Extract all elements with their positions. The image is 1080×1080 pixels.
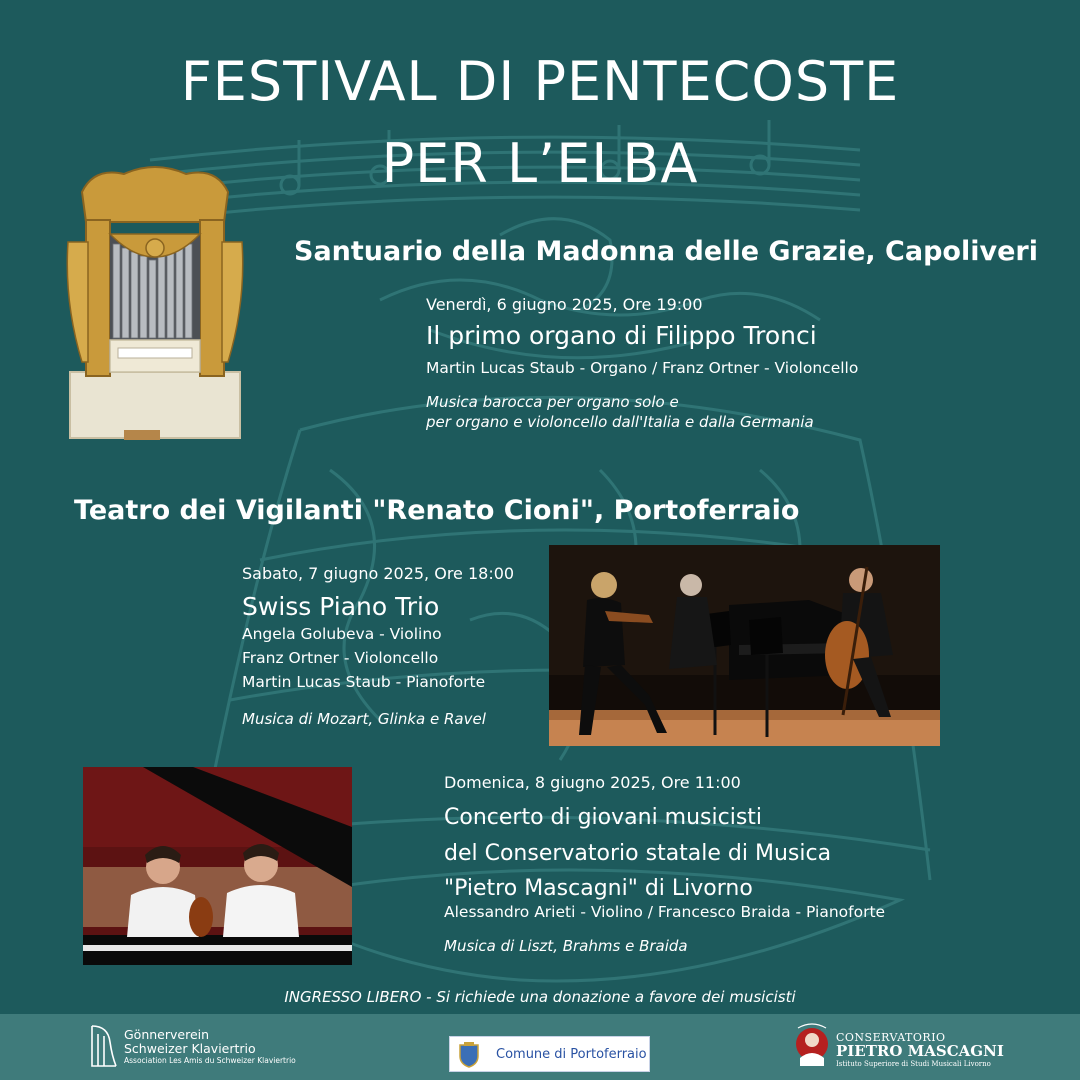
concert1-date: Venerdì, 6 giugno 2025, Ore 19:00 — [426, 295, 703, 314]
sponsors-footer — [0, 1014, 1080, 1080]
concert3-date: Domenica, 8 giugno 2025, Ore 11:00 — [444, 773, 741, 792]
trio-performance-photo — [549, 545, 940, 746]
concert2-title: Swiss Piano Trio — [242, 592, 440, 621]
sponsor-conservatorio-line3: Istituto Superiore di Studi Musicali Livorno — [836, 1060, 991, 1068]
concert2-date: Sabato, 7 giugno 2025, Ore 18:00 — [242, 564, 515, 583]
concert1-performers: Martin Lucas Staub - Organo / Franz Ortner - Violoncello — [426, 359, 859, 377]
donation-request: - Si richiede una donazione a favore dei musicisti — [421, 988, 796, 1006]
concert1-title: Il primo organo di Filippo Tronci — [426, 321, 817, 350]
comune-portoferraio-label: Comune di Portoferraio — [496, 1047, 647, 1062]
festival-title-line1: FESTIVAL DI PENTECOSTE — [180, 50, 900, 113]
mascagni-portrait-icon — [792, 1022, 832, 1074]
concert3-title-line2: del Conservatorio statale di Musica — [444, 840, 832, 866]
city-crest-icon — [458, 1042, 480, 1068]
venue-portoferraio: Teatro dei Vigilanti "Renato Cioni", Portoferraio — [74, 495, 800, 526]
sponsor-conservatorio — [836, 1032, 1004, 1068]
sponsor-conservatorio-line2: PIETRO MASCAGNI — [836, 1042, 1004, 1060]
free-entry-notice — [0, 987, 1080, 1007]
concert1-program-line1: Musica barocca per organo solo e — [426, 393, 679, 411]
concert3-title-line1: Concerto di giovani musicisti — [444, 805, 763, 830]
concert2-performer2: Franz Ortner - Violoncello — [242, 649, 439, 667]
comune-portoferraio-logo — [449, 1036, 650, 1072]
sponsor-klaviertrio-line2: Schweizer Klaviertrio — [124, 1041, 256, 1057]
concert2-performer1: Angela Golubeva - Violino — [242, 625, 442, 643]
concert2-performer3: Martin Lucas Staub - Pianoforte — [242, 673, 486, 691]
festival-title-line2: PER L’ELBA — [381, 132, 699, 195]
venue-capoliveri: Santuario della Madonna delle Grazie, Capoliveri — [294, 236, 1038, 267]
baroque-organ-image — [64, 162, 246, 444]
concert1-program — [426, 392, 814, 433]
concert3-title-line3: "Pietro Mascagni" di Livorno — [444, 876, 753, 902]
young-musicians-photo — [83, 767, 352, 965]
sponsor-klaviertrio-line3: Association Les Amis du Schweizer Klaviertrio — [124, 1055, 296, 1065]
concert1-program-line2: per organo e violoncello dall'Italia e dalla Germania — [426, 413, 814, 432]
concert2-program: Musica di Mozart, Glinka e Ravel — [242, 710, 486, 728]
free-entry-emphasis: INGRESSO LIBERO — [284, 988, 422, 1006]
sponsor-conservatorio-line1: CONSERVATORIO — [836, 1031, 946, 1044]
sponsor-klaviertrio — [124, 1028, 296, 1065]
concert3-performers: Alessandro Arieti - Violino / Francesco Braida - Pianoforte — [444, 903, 886, 921]
concert3-title — [444, 800, 831, 907]
concert3-program: Musica di Liszt, Brahms e Braida — [444, 937, 688, 955]
klaviertrio-logo-icon — [86, 1022, 120, 1072]
sponsor-klaviertrio-line1: Gönnerverein — [124, 1027, 210, 1042]
